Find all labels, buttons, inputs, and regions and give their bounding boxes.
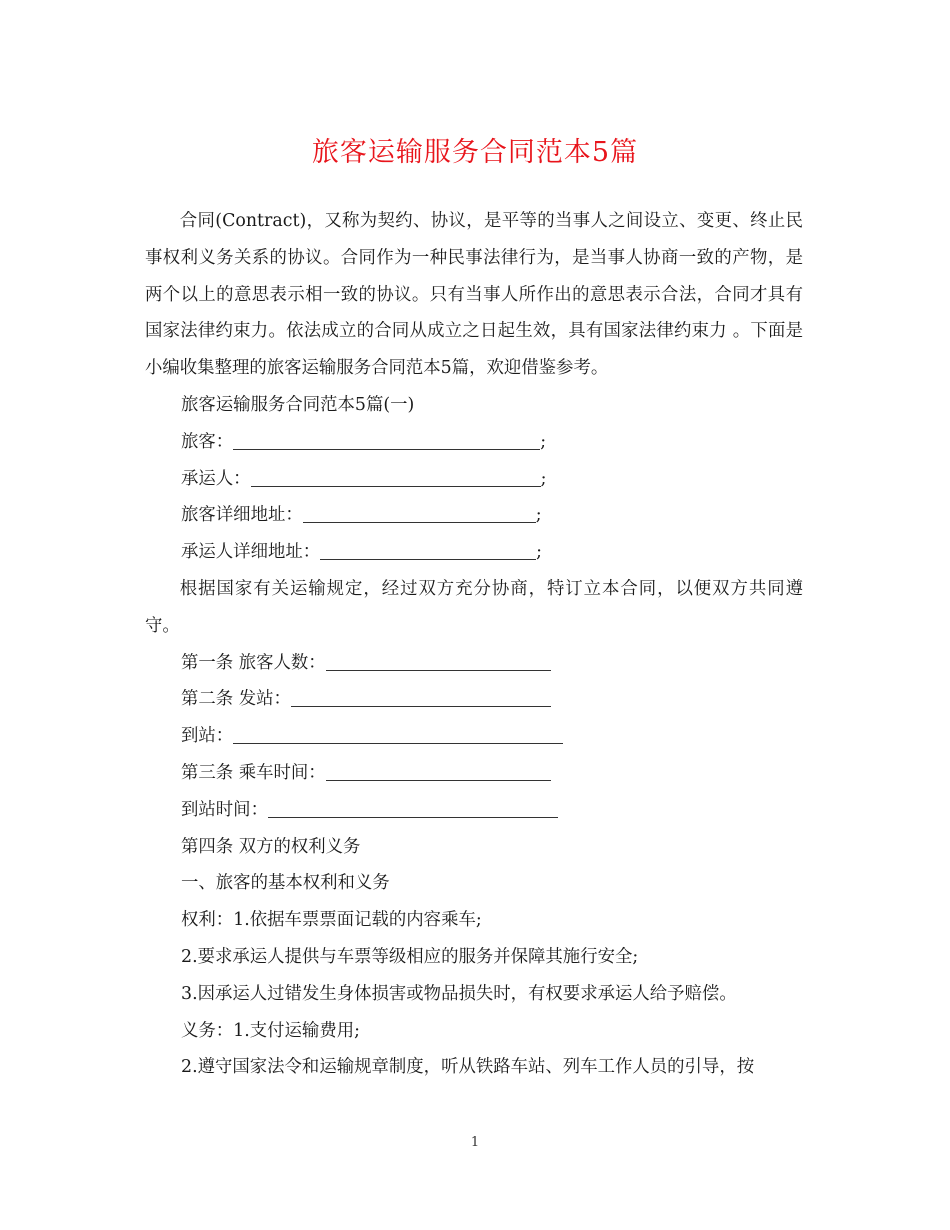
field-label: 承运人： bbox=[181, 468, 251, 489]
fill-blank bbox=[291, 684, 551, 707]
section-heading: 旅客运输服务合同范本5篇(一) bbox=[181, 394, 415, 415]
intro-paragraph: 合同(Contract)，又称为契约、协议，是平等的当事人之间设立、变更、终止民事权利义务关系的协议。合同作为一种民事法律行为，是当事人协商一致的产物，是两个以上的意思表示相一致的协议。只有当事人所作出的意思表示合法，合同才具有国家法律约束力。依法成立的合同从成立之日起生效，具有国家法律约束力 。下面是小编收集整理的旅客运输服务合同范本5篇，欢迎借鉴参考。 bbox=[145, 211, 803, 379]
article-3 bbox=[145, 755, 803, 792]
fill-blank bbox=[326, 648, 551, 671]
article-label: 到站： bbox=[181, 726, 234, 747]
duties-item: 义务：1.支付运输费用; bbox=[181, 1020, 360, 1041]
fill-blank bbox=[233, 427, 540, 450]
terminator: ; bbox=[540, 431, 547, 452]
rights-item: 3.因承运人过错发生身体损害或物品损失时，有权要求承运人给予赔偿。 bbox=[181, 983, 737, 1004]
fill-blank bbox=[251, 464, 541, 487]
field-label: 旅客详细地址： bbox=[181, 505, 303, 526]
document-title: 旅客运输服务合同范本5篇 bbox=[311, 137, 639, 168]
article-label: 第二条 发站： bbox=[181, 689, 291, 710]
article-label: 到站时间： bbox=[181, 799, 268, 820]
arrive-time bbox=[145, 792, 803, 829]
fill-blank bbox=[303, 500, 536, 523]
field-label: 承运人详细地址： bbox=[181, 542, 321, 563]
page-number: 1 bbox=[470, 1135, 480, 1150]
arrive-station bbox=[145, 718, 803, 755]
fill-blank bbox=[320, 537, 536, 560]
fill-blank bbox=[326, 758, 551, 781]
agreement-paragraph: 根据国家有关运输规定，经过双方充分协商，特订立本合同，以便双方共同遵守。 bbox=[145, 578, 803, 636]
terminator: ; bbox=[536, 542, 542, 563]
fill-blank bbox=[268, 795, 558, 818]
field-carrier bbox=[145, 461, 803, 498]
article-label: 第三条 乘车时间： bbox=[181, 762, 326, 783]
document-body bbox=[145, 203, 803, 1086]
terminator: ; bbox=[540, 468, 547, 489]
field-carrier-address bbox=[145, 534, 803, 571]
passenger-rights-heading: 一、旅客的基本权利和义务 bbox=[181, 873, 390, 894]
article-label: 第一条 旅客人数： bbox=[181, 652, 326, 673]
field-passenger bbox=[145, 424, 803, 461]
article-4: 第四条 双方的权利义务 bbox=[181, 836, 361, 857]
article-2 bbox=[145, 681, 803, 718]
rights-item: 2.要求承运人提供与车票等级相应的服务并保障其施行安全; bbox=[181, 946, 639, 967]
article-1 bbox=[145, 645, 803, 682]
duties-item: 2.遵守国家法令和运输规章制度，听从铁路车站、列车工作人员的引导，按 bbox=[181, 1057, 755, 1078]
terminator: ; bbox=[535, 505, 542, 526]
field-label: 旅客： bbox=[181, 431, 234, 452]
fill-blank bbox=[233, 721, 563, 744]
rights-item: 权利：1.依据车票票面记载的内容乘车; bbox=[181, 910, 482, 931]
field-passenger-address bbox=[145, 497, 803, 534]
